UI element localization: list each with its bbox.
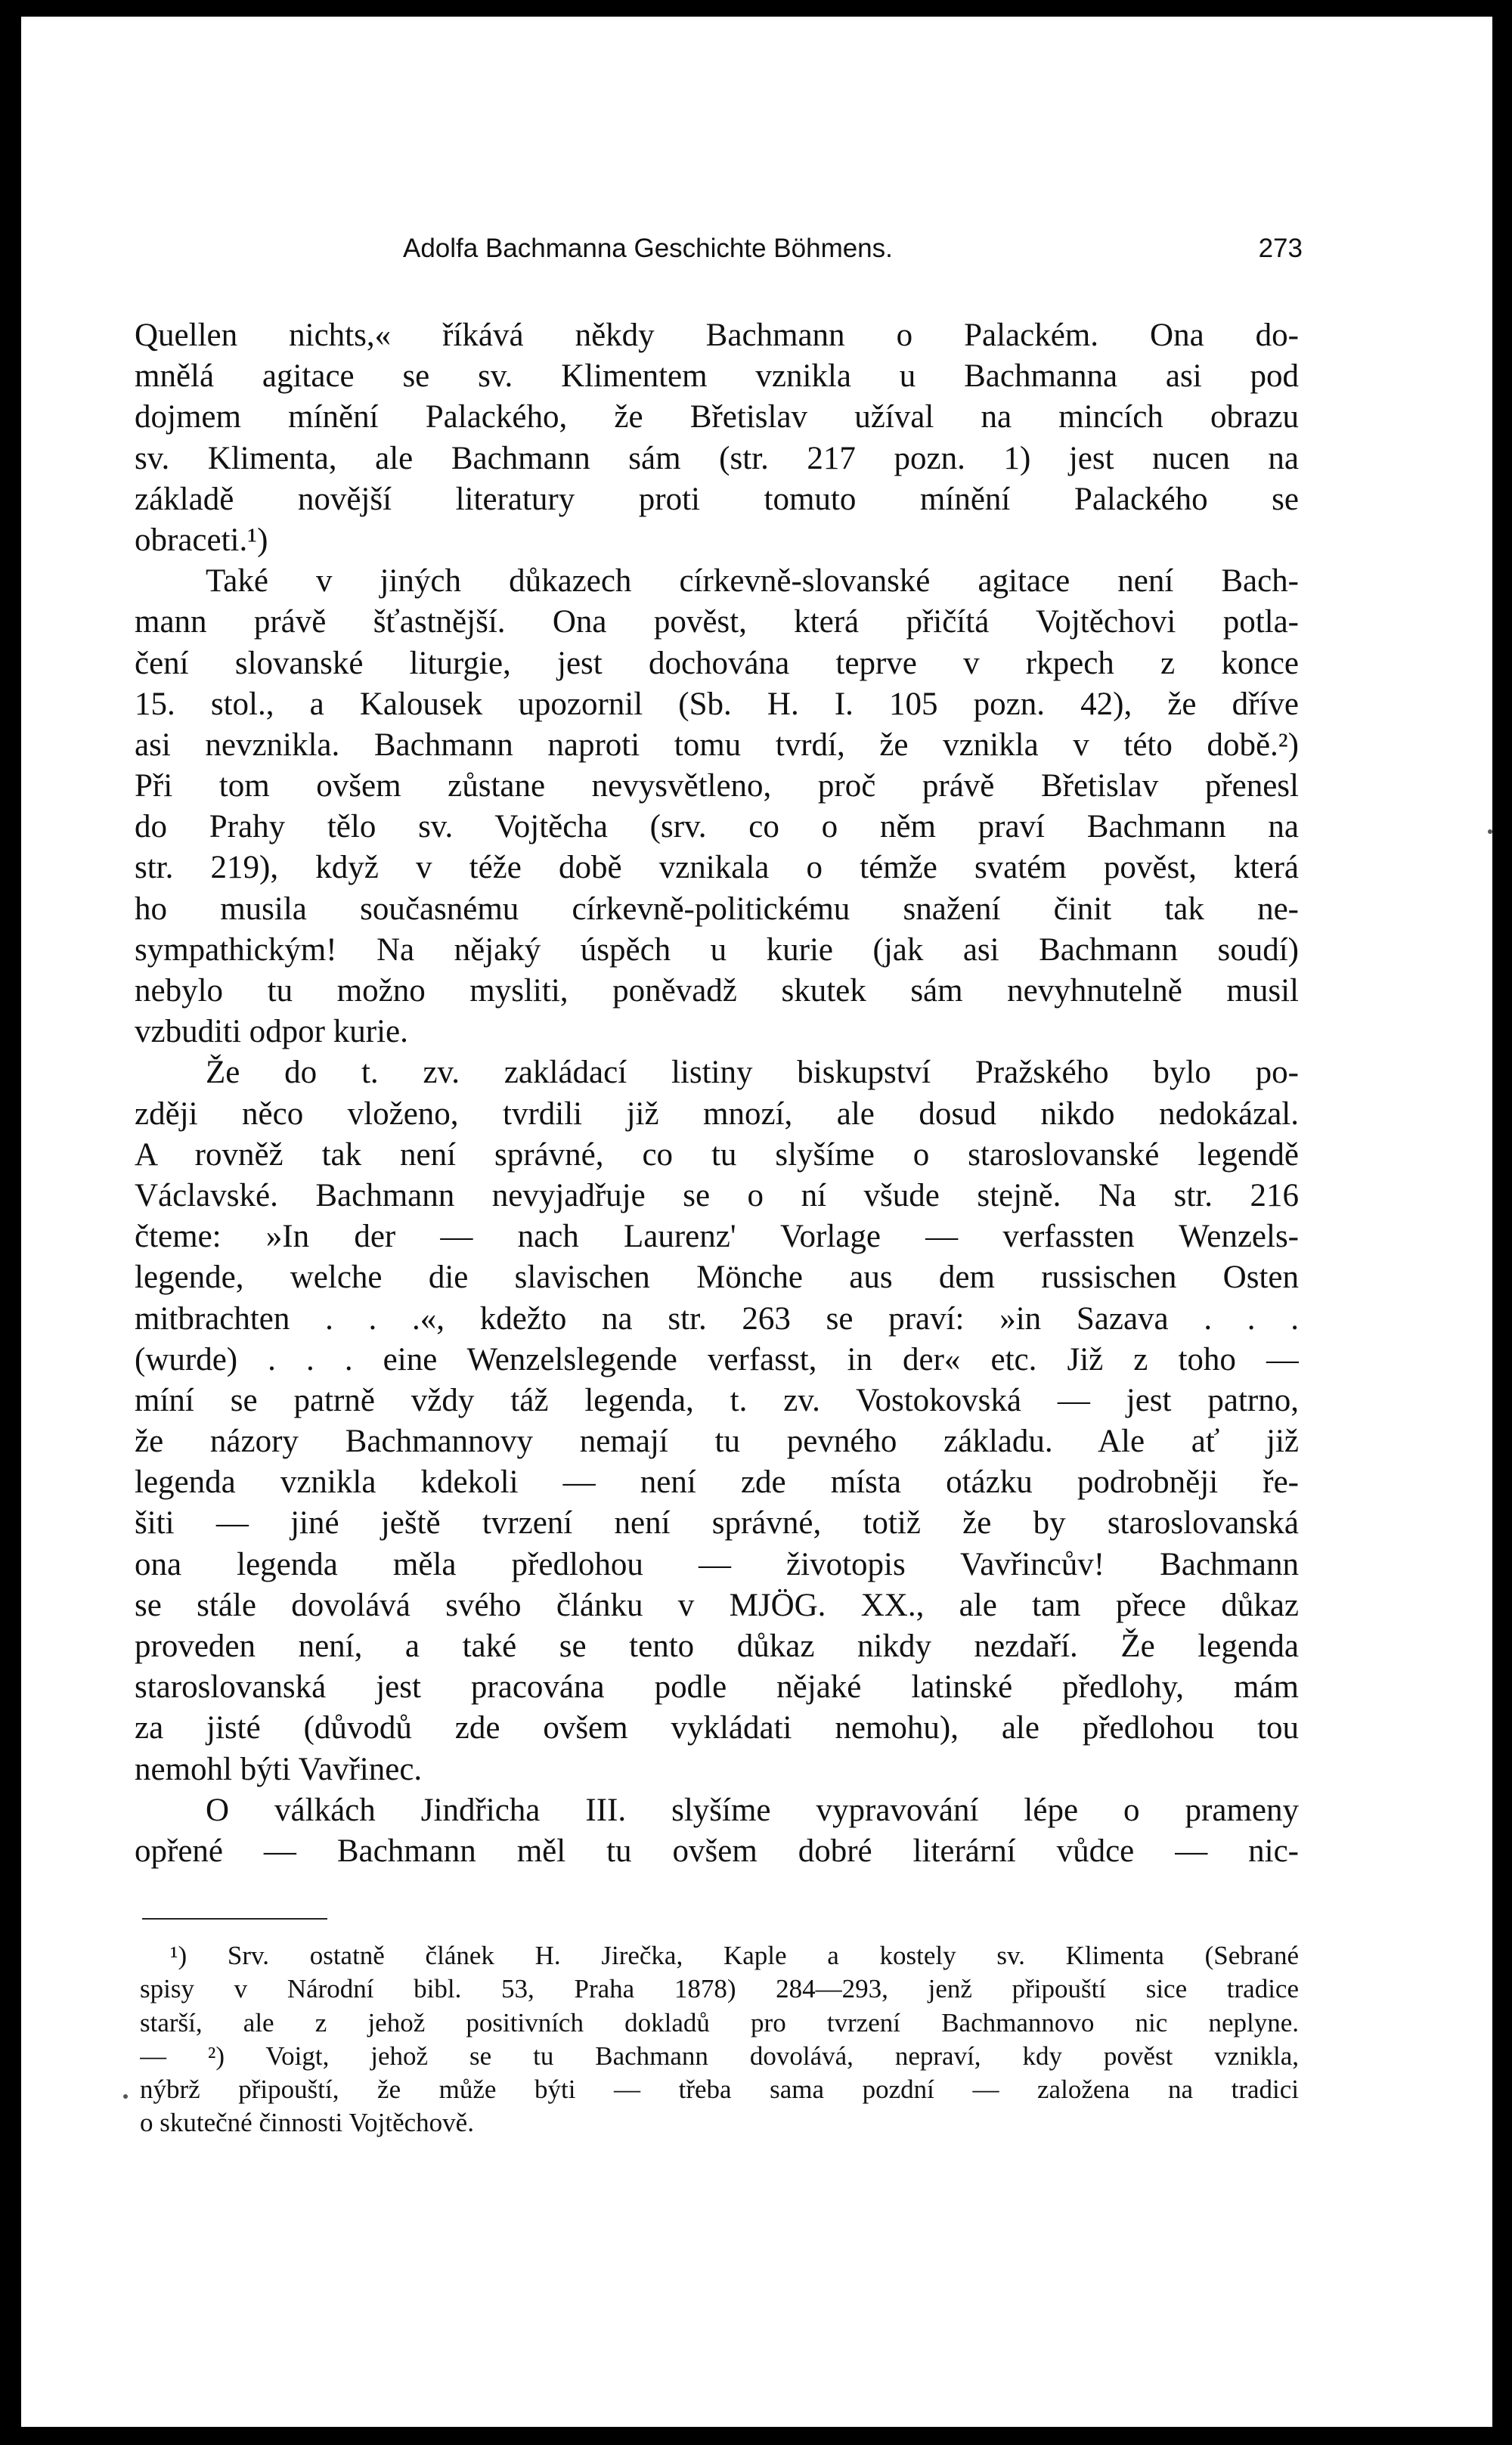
footnote-line: o skutečné činnosti Vojtěchově. xyxy=(140,2108,474,2138)
footnote-line: spisy v Národní bibl. 53, Praha 1878) 284—293, jenž připouští sice tradice xyxy=(140,1974,1299,2004)
text-line: základě novější literatury proti tomuto mínění Palackého se xyxy=(135,481,1299,517)
text-line: mann právě šťastnější. Ona pověst, která přičítá Vojtěchovi potla- xyxy=(135,604,1299,640)
text-line: nemohl býti Vavřinec. xyxy=(135,1751,423,1787)
text-line: nebylo tu možno mysliti, poněvadž skutek sám nevyhnutelně musil xyxy=(135,973,1299,1009)
text-line: se stále dovolává svého článku v MJÖG. XX., ale tam přece důkaz xyxy=(135,1587,1299,1623)
scan-speck xyxy=(123,2094,128,2099)
main-text xyxy=(135,315,1299,1872)
text-line: Václavské. Bachmann nevyjadřuje se o ní všude stejně. Na str. 216 xyxy=(135,1177,1299,1213)
running-header xyxy=(403,234,1303,271)
text-line: Že do t. zv. zakládací listiny biskupství Pražského bylo po- xyxy=(206,1055,1299,1091)
text-line: Quellen nichts,« říkává někdy Bachmann o Palackém. Ona do- xyxy=(135,318,1299,353)
text-line: proveden není, a také se tento důkaz nikdy nezdaří. Že legenda xyxy=(135,1628,1299,1664)
text-line: Také v jiných důkazech církevně-slovanské agitace není Bach- xyxy=(206,563,1299,600)
text-line: míní se patrně vždy táž legenda, t. zv. Vostokovská — jest patrno, xyxy=(135,1382,1299,1418)
text-line: vzbuditi odpor kurie. xyxy=(135,1014,408,1050)
text-line: opřené — Bachmann měl tu ovšem dobré literární vůdce — nic- xyxy=(135,1833,1299,1869)
book-page xyxy=(21,17,1492,2427)
scan-speck xyxy=(1488,829,1492,834)
text-line: sv. Klimenta, ale Bachmann sám (str. 217 pozn. 1) jest nucen na xyxy=(135,440,1299,476)
text-line: čení slovanské liturgie, jest dochována teprve v rkpech z konce xyxy=(135,645,1299,681)
footnote-line: nýbrž připouští, že může býti — třeba sama pozdní — založena na tradici xyxy=(140,2075,1299,2105)
footnote-line: ¹) Srv. ostatně článek H. Jirečka, Kaple a kostely sv. Klimenta (Sebrané xyxy=(170,1941,1299,1970)
text-line: mitbrachten . . .«, kdežto na str. 263 se praví: »in Sazava . . . xyxy=(135,1300,1299,1337)
page-number: 273 xyxy=(1258,234,1303,263)
text-line: mnělá agitace se sv. Klimentem vznikla u Bachmanna asi pod xyxy=(135,358,1299,395)
text-line: legenda vznikla kdekoli — není zde místa otázku podrobněji ře- xyxy=(135,1464,1299,1501)
footnote-line: — ²) Voigt, jehož se tu Bachmann dovolává, nepraví, kdy pověst vznikla, xyxy=(140,2041,1299,2071)
text-line: že názory Bachmannovy nemají tu pevného základu. Ale ať již xyxy=(135,1424,1299,1460)
text-line: za jisté (důvodů zde ovšem vykládati nemohu), ale předlohou tou xyxy=(135,1710,1299,1746)
text-line: čteme: »In der — nach Laurenz' Vorlage — verfassten Wenzels- xyxy=(135,1219,1299,1255)
running-title: Adolfa Bachmanna Geschichte Böhmens. xyxy=(403,234,893,263)
text-line: ona legenda měla předlohou — životopis Vavřincův! Bachmann xyxy=(135,1546,1299,1582)
text-line: (wurde) . . . eine Wenzelslegende verfasst, in der« etc. Již z toho — xyxy=(135,1341,1299,1377)
text-line: ho musila současnému církevně-politickému snažení činit tak ne- xyxy=(135,891,1299,927)
text-line: str. 219), když v téže době vznikala o témže svatém pověst, která xyxy=(135,850,1299,886)
text-line: sympathickým! Na nějaký úspěch u kurie (jak asi Bachmann soudí) xyxy=(135,931,1299,968)
footnote-line: starší, ale z jehož positivních dokladů pro tvrzení Bachmannovo nic neplyne. xyxy=(140,2007,1299,2038)
footnote-separator xyxy=(142,1918,327,1920)
text-line: A rovněž tak není správné, co tu slyšíme o staroslovanské legendě xyxy=(135,1136,1299,1173)
text-line: 15. stol., a Kalousek upozornil (Sb. H. I. 105 pozn. 42), že dříve xyxy=(135,686,1299,722)
text-line: Při tom ovšem zůstane nevysvětleno, proč právě Břetislav přenesl xyxy=(135,768,1299,804)
footnotes xyxy=(140,1939,1299,2140)
text-line: legende, welche die slavischen Mönche aus dem russischen Osten xyxy=(135,1260,1299,1296)
text-line: staroslovanská jest pracována podle nějaké latinské předlohy, mám xyxy=(135,1669,1299,1706)
text-line: do Prahy tělo sv. Vojtěcha (srv. co o něm praví Bachmann na xyxy=(135,809,1299,845)
text-line: obraceti.¹) xyxy=(135,522,268,558)
text-line: šiti — jiné ještě tvrzení není správné, totiž že by staroslovanská xyxy=(135,1505,1299,1542)
text-line: asi nevznikla. Bachmann naproti tomu tvrdí, že vznikla v této době.²) xyxy=(135,727,1299,763)
text-line: zději něco vloženo, tvrdili již mnozí, ale dosud nikdo nedokázal. xyxy=(135,1095,1299,1132)
text-line: O válkách Jindřicha III. slyšíme vypravování lépe o prameny xyxy=(206,1792,1299,1828)
text-line: dojmem mínění Palackého, že Břetislav užíval na mincích obrazu xyxy=(135,399,1299,435)
